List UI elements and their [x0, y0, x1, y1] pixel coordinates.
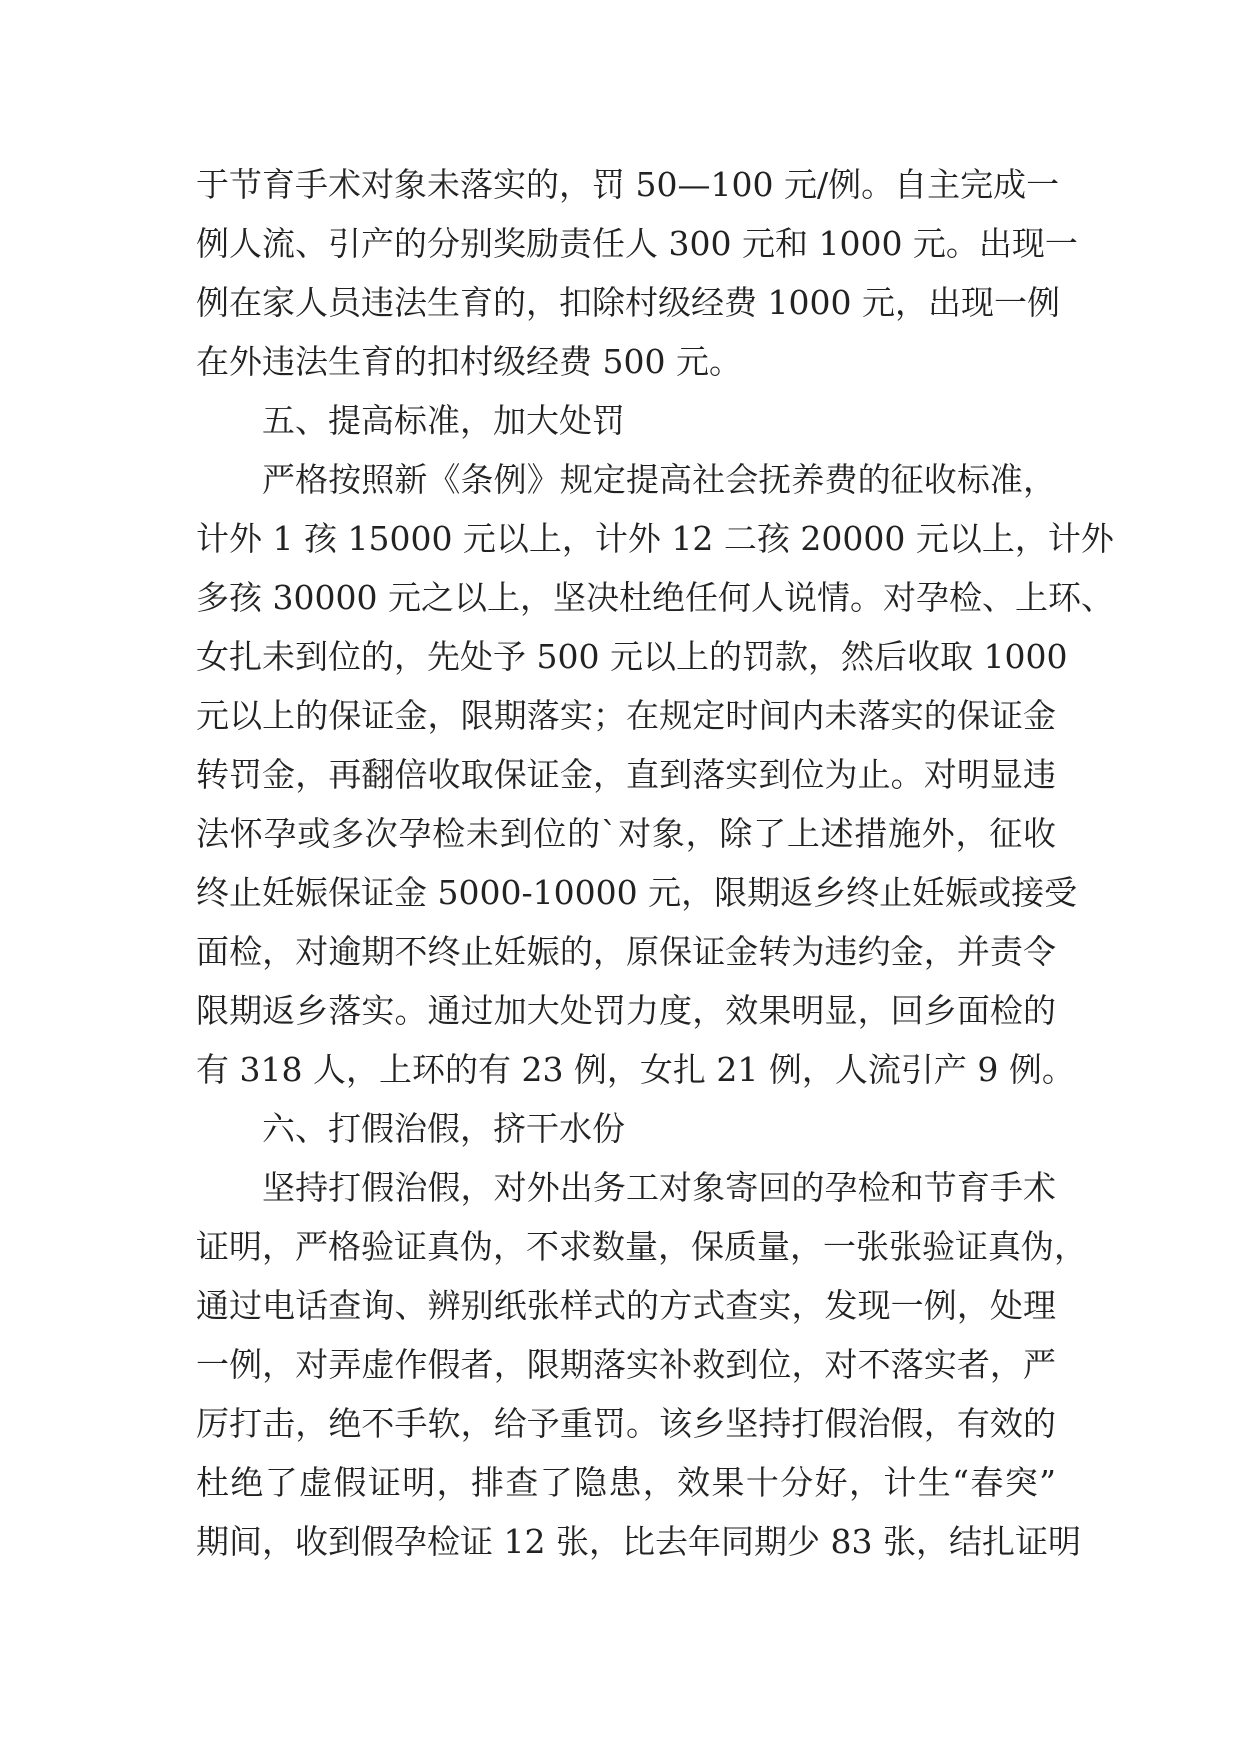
text-line: 女扎未到位的，先处予 500 元以上的罚款，然后收取 1000 [196, 637, 1068, 676]
text-line: 一例，对弄虚作假者，限期落实补救到位，对不落实者，严 [196, 1345, 1056, 1384]
text-line: 坚持打假治假，对外出务工对象寄回的孕检和节育手术 [262, 1168, 1056, 1207]
text-line: 有 318 人，上环的有 23 例，女扎 21 例，人流引产 9 例。 [196, 1050, 1075, 1089]
text-line: 杜绝了虚假证明，排查了隐患，效果十分好，计生“春突” [196, 1463, 1056, 1502]
text-line: 于节育手术对象未落实的，罚 50—100 元/例。自主完成一 [196, 165, 1060, 204]
text-line: 厉打击，绝不手软，给予重罚。该乡坚持打假治假，有效的 [196, 1404, 1056, 1443]
text-line: 严格按照新《条例》规定提高社会抚养费的征收标准， [262, 460, 1056, 499]
text-line: 元以上的保证金，限期落实；在规定时间内未落实的保证金 [196, 696, 1056, 735]
text-line: 例在家人员违法生育的，扣除村级经费 1000 元，出现一例 [196, 283, 1060, 322]
text-line: 例人流、引产的分别奖励责任人 300 元和 1000 元。出现一 [196, 224, 1078, 263]
document-body [196, 155, 1114, 1571]
text-line: 计外 1 孩 15000 元以上，计外 12 二孩 20000 元以上，计外 [196, 519, 1114, 558]
text-line: 证明，严格验证真伪，不求数量，保质量，一张张验证真伪， [196, 1227, 1087, 1266]
text-line: 转罚金，再翻倍收取保证金，直到落实到位为止。对明显违 [196, 755, 1056, 794]
text-line: 期间，收到假孕检证 12 张，比去年同期少 83 张，结扎证明 [196, 1522, 1081, 1561]
text-line: 通过电话查询、辨别纸张样式的方式查实，发现一例，处理 [196, 1286, 1056, 1325]
text-line: 在外违法生育的扣村级经费 500 元。 [196, 342, 742, 381]
section-heading: 六、打假治假，挤干水份 [262, 1109, 625, 1148]
text-line: 终止妊娠保证金 5000-10000 元，限期返乡终止妊娠或接受 [196, 873, 1078, 912]
text-line: 多孩 30000 元之以上，坚决杜绝任何人说情。对孕检、上环、 [196, 578, 1114, 617]
text-line: 面检，对逾期不终止妊娠的，原保证金转为违约金，并责令 [196, 932, 1056, 971]
text-line: 法怀孕或多次孕检未到位的`对象，除了上述措施外，征收 [196, 814, 1056, 853]
text-line: 限期返乡落实。通过加大处罚力度，效果明显，回乡面检的 [196, 991, 1056, 1030]
section-heading: 五、提高标准，加大处罚 [262, 401, 625, 440]
